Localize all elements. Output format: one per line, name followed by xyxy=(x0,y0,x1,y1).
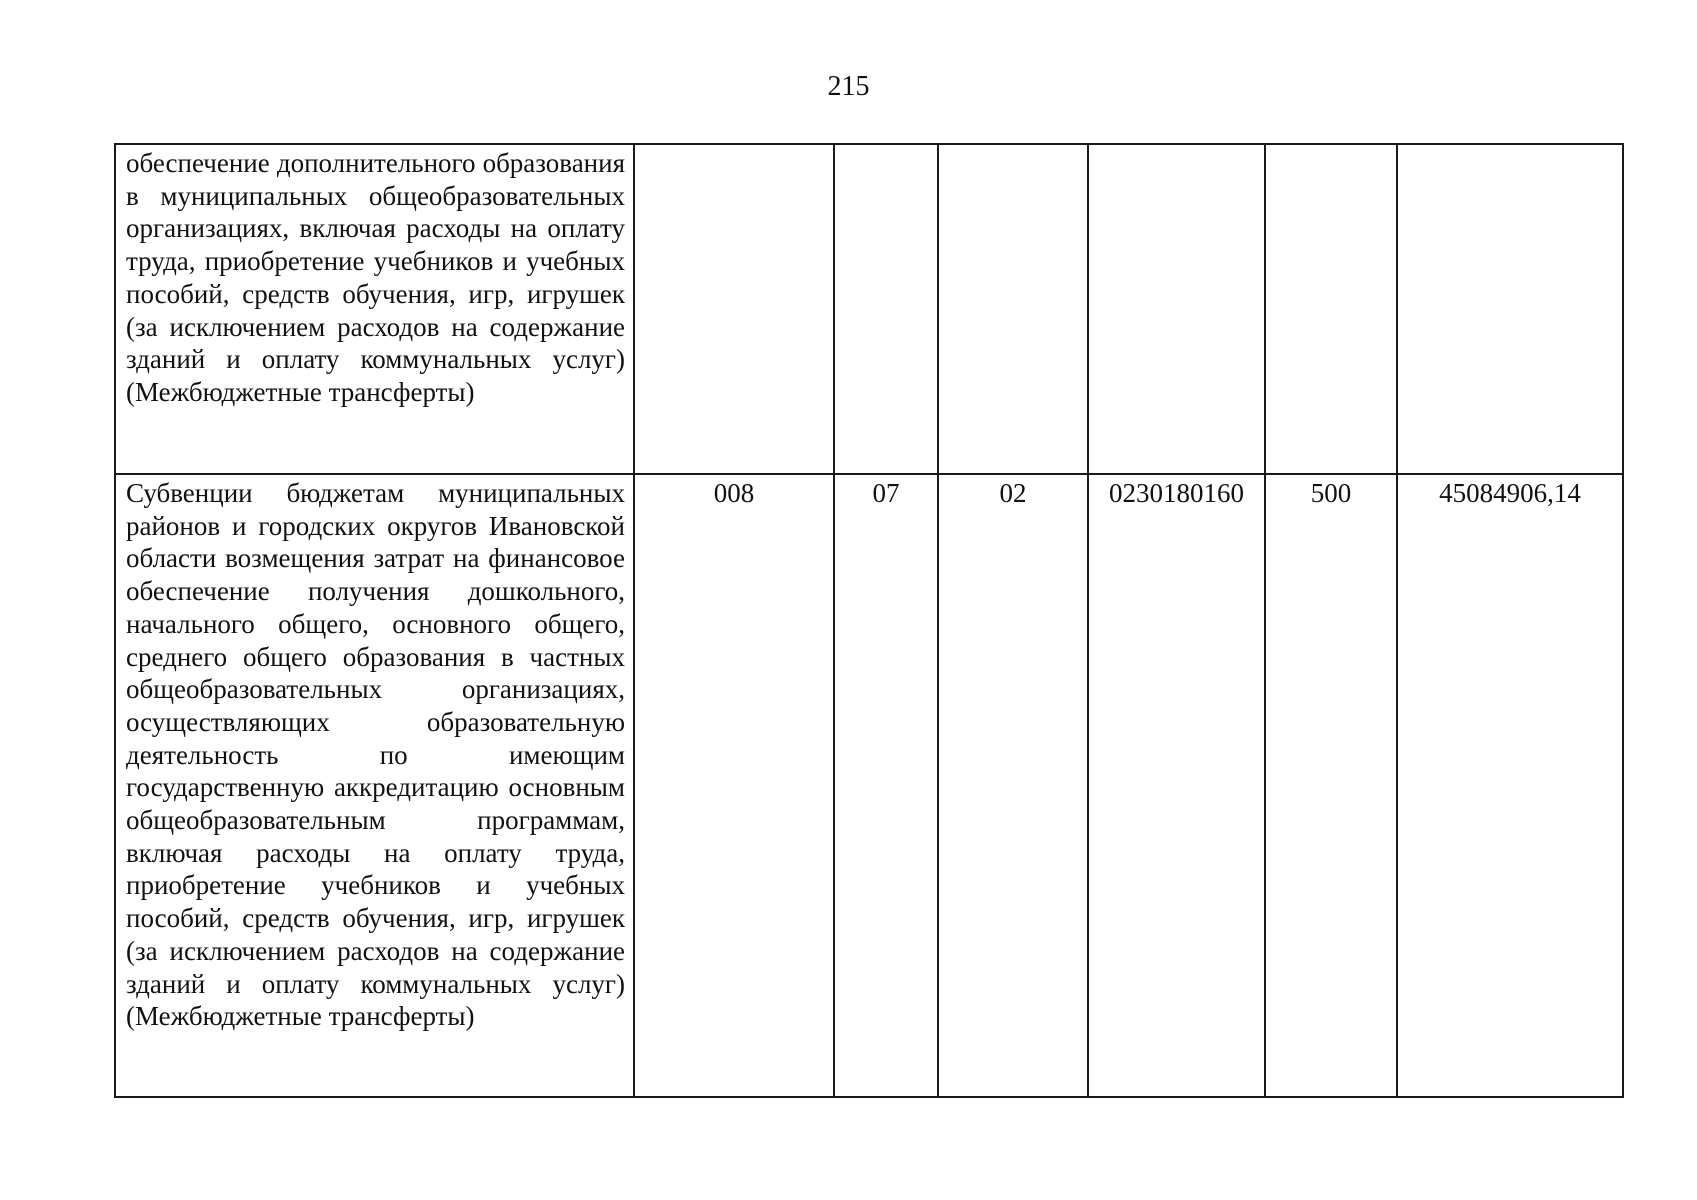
target-article-cell xyxy=(1088,144,1265,474)
expense-type-cell: 500 xyxy=(1265,474,1397,1097)
section-code-cell: 07 xyxy=(834,474,938,1097)
table-row xyxy=(115,474,1623,1097)
amount-cell xyxy=(1397,144,1623,474)
target-article-cell: 0230180160 xyxy=(1088,474,1265,1097)
row-description: Субвенции бюджетам муниципальных районов и городских округов Ивановской области возмещения затрат на финансовое обеспечение получения дошкольного, начального общего, основного общего, среднего общего образования в частных общеобразовательных организациях, осуществляющих образовательную деятельность по имеющим государственную аккредитацию основным общеобразовательным программам, включая расходы на оплату труда, приобретение учебников и учебных пособий, средств обучения, игр, игрушек (за исключением расходов на содержание зданий и оплату коммунальных услуг) (Межбюджетные трансферты) xyxy=(115,474,634,1097)
subsection-code-cell xyxy=(938,144,1088,474)
page-number: 215 xyxy=(827,71,870,102)
subsection-code-cell: 02 xyxy=(938,474,1088,1097)
row-description: обеспечение дополнительного образования в муниципальных общеобразовательных организациях, включая расходы на оплату труда, приобретение учебников и учебных пособий, средств обучения, игр, игрушек (за исключением расходов на содержание зданий и оплату коммунальных услуг) (Межбюджетные трансферты) xyxy=(115,144,634,474)
budget-table xyxy=(114,143,1624,1098)
table-row xyxy=(115,144,1623,474)
ministry-code-cell xyxy=(634,144,834,474)
amount-cell: 45084906,14 xyxy=(1397,474,1623,1097)
section-code-cell xyxy=(834,144,938,474)
ministry-code-cell: 008 xyxy=(634,474,834,1097)
expense-type-cell xyxy=(1265,144,1397,474)
